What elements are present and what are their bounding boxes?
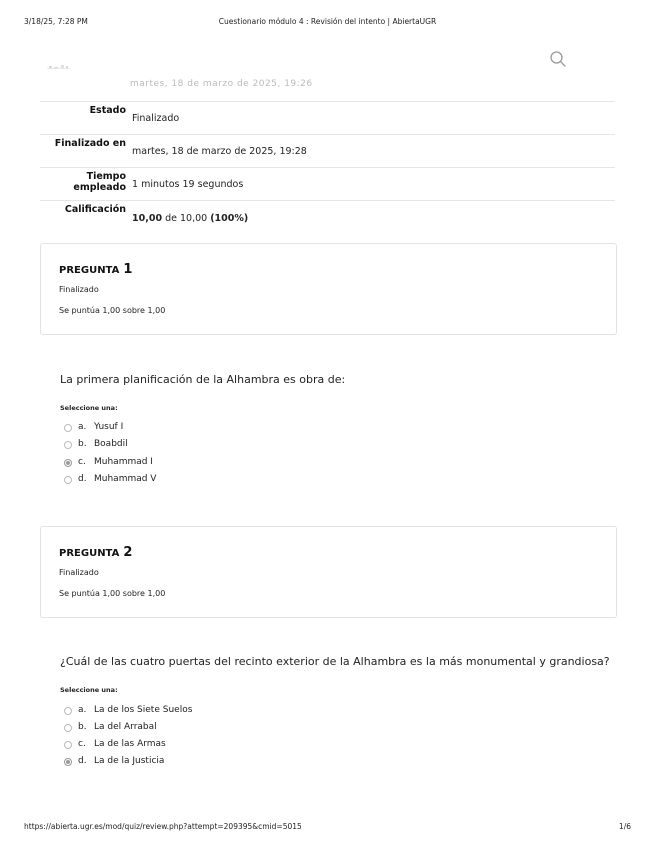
grade-value: 10,00 — [132, 213, 163, 224]
search-icon[interactable] — [549, 50, 567, 68]
grade-total: de 10,00 — [162, 213, 211, 224]
radio-button[interactable] — [64, 707, 72, 715]
question-heading-label: PREGUNTA — [59, 265, 120, 276]
radio-button-checked[interactable] — [64, 459, 72, 467]
question-info-card-1 — [40, 243, 617, 335]
option-letter: b. — [78, 722, 87, 732]
radio-button[interactable] — [64, 741, 72, 749]
print-url: https://abierta.ugr.es/mod/quiz/review.php?attempt=209395&cmid=5015 — [24, 822, 302, 831]
radio-button[interactable] — [64, 424, 72, 432]
question-grade: Se puntúa 1,00 sobre 1,00 — [59, 306, 166, 315]
question-info-card-2 — [40, 526, 617, 618]
radio-button-checked[interactable] — [64, 758, 72, 766]
summary-value: 1 minutos 19 segundos — [132, 179, 244, 190]
print-page-number: 1/6 — [618, 822, 631, 831]
question-state: Finalizado — [59, 568, 99, 577]
summary-label: Tiempo empleado — [73, 171, 126, 193]
summary-row-estado — [40, 101, 615, 135]
question-heading-label: PREGUNTA — [59, 548, 120, 559]
question-text-2: ¿Cuál de las cuatro puertas del recinto exterior de la Alhambra es la más monumental y grandiosa? — [60, 655, 610, 668]
radio-button[interactable] — [64, 724, 72, 732]
option-letter: a. — [78, 422, 87, 432]
select-one-label: Seleccione una: — [60, 404, 118, 412]
radio-button[interactable] — [64, 476, 72, 484]
radio-button[interactable] — [64, 441, 72, 449]
question-state: Finalizado — [59, 285, 99, 294]
option-text: Yusuf I — [94, 422, 124, 432]
option-letter: a. — [78, 705, 87, 715]
option-letter: d. — [78, 474, 87, 484]
option-letter: c. — [78, 457, 86, 467]
summary-value: martes, 18 de marzo de 2025, 19:28 — [132, 146, 307, 157]
summary-value — [132, 213, 248, 224]
select-one-label: Seleccione una: — [60, 686, 118, 694]
option-text: Muhammad V — [94, 474, 157, 484]
option-text: La de la Justicia — [94, 756, 165, 766]
summary-label: Calificación — [64, 204, 126, 215]
question-heading — [59, 262, 132, 277]
print-page-title: Cuestionario módulo 4 : Revisión del intento | AbiertaUGR — [218, 17, 437, 26]
question-heading — [59, 545, 132, 560]
question-number: 1 — [123, 262, 133, 277]
grade-percent: (100%) — [210, 213, 249, 224]
question-text-1: La primera planificación de la Alhambra es obra de: — [60, 373, 346, 386]
question-grade: Se puntúa 1,00 sobre 1,00 — [59, 589, 166, 598]
option-letter: c. — [78, 739, 86, 749]
option-text: La del Arrabal — [94, 722, 157, 732]
summary-label: Finalizado en — [54, 138, 126, 149]
summary-value: Finalizado — [132, 113, 180, 124]
question-number: 2 — [123, 545, 133, 560]
clipped-row-text: martes, 18 de marzo de 2025, 19:26 — [130, 79, 313, 89]
option-letter: b. — [78, 439, 87, 449]
print-header — [24, 17, 631, 29]
summary-row-calificacion — [40, 200, 615, 233]
print-datetime: 3/18/25, 7:28 PM — [24, 17, 88, 26]
print-footer — [24, 822, 631, 834]
option-letter: d. — [78, 756, 87, 766]
option-text: Boabdil — [94, 439, 128, 449]
site-logo[interactable] — [45, 58, 71, 68]
clipped-summary-row — [40, 76, 615, 102]
summary-label: Estado — [89, 105, 126, 116]
summary-row-tiempo — [40, 167, 615, 201]
option-text: La de las Armas — [94, 739, 166, 749]
option-text: La de los Siete Suelos — [94, 705, 193, 715]
option-text: Muhammad I — [94, 457, 153, 467]
summary-row-finalizado — [40, 134, 615, 168]
